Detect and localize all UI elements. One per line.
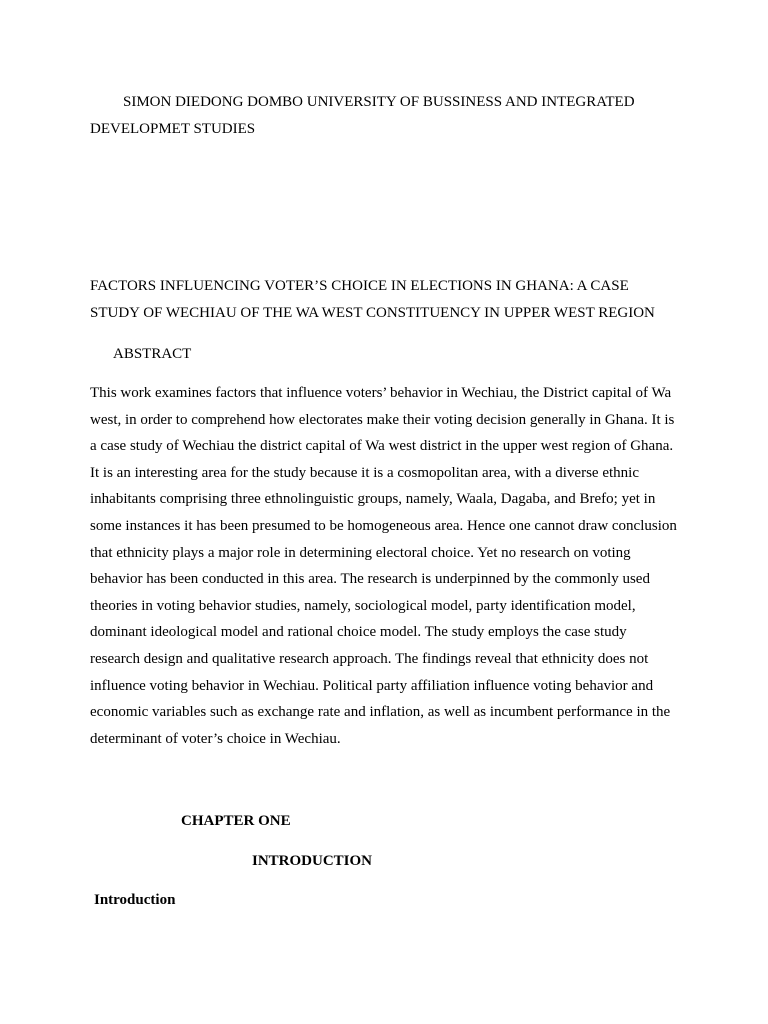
document-title: FACTORS INFLUENCING VOTER’S CHOICE IN ELECTIONS IN GHANA: A CASE STUDY OF WECHIAU OF THE WA WEST CONSTITUENCY IN UPPER WEST REGION xyxy=(90,278,655,321)
university-name: SIMON DIEDONG DOMBO UNIVERSITY OF BUSSINESS AND INTEGRATED DEVELOPMET STUDIES xyxy=(90,94,635,137)
abstract-body: This work examines factors that influence voters’ behavior in Wechiau, the District capital of Wa west, in order to comprehend how electorates make their voting decision generally in Ghana. It is a case study of Wechiau the district capital of Wa west district in the upper west region of Ghana. It is an interesting area for the study because it is a cosmopolitan area, with a diverse ethnic inhabitants comprising three ethnolinguistic groups, namely, Waala, Dagaba, and Brefo; yet in some instances it has been presumed to be homogeneous area. Hence one cannot draw conclusion that ethnicity plays a major role in determining electoral choice. Yet no research on voting behavior has been conducted in this area. The research is underpinned by the commonly used theories in voting behavior studies, namely, sociological model, party identification model, dominant ideological model and rational choice model. The study employs the case study research design and qualitative research approach. The findings reveal that ethnicity does not influence voting behavior in Wechiau. Political party affiliation influence voting behavior and economic variables such as exchange rate and inflation, as well as incumbent performance in the determinant of voter’s choice in Wechiau. xyxy=(90,385,677,747)
chapter-heading: CHAPTER ONE xyxy=(181,813,291,829)
subsection-heading: Introduction xyxy=(94,892,176,908)
section-heading: INTRODUCTION xyxy=(252,853,373,869)
abstract-heading: ABSTRACT xyxy=(113,346,192,362)
